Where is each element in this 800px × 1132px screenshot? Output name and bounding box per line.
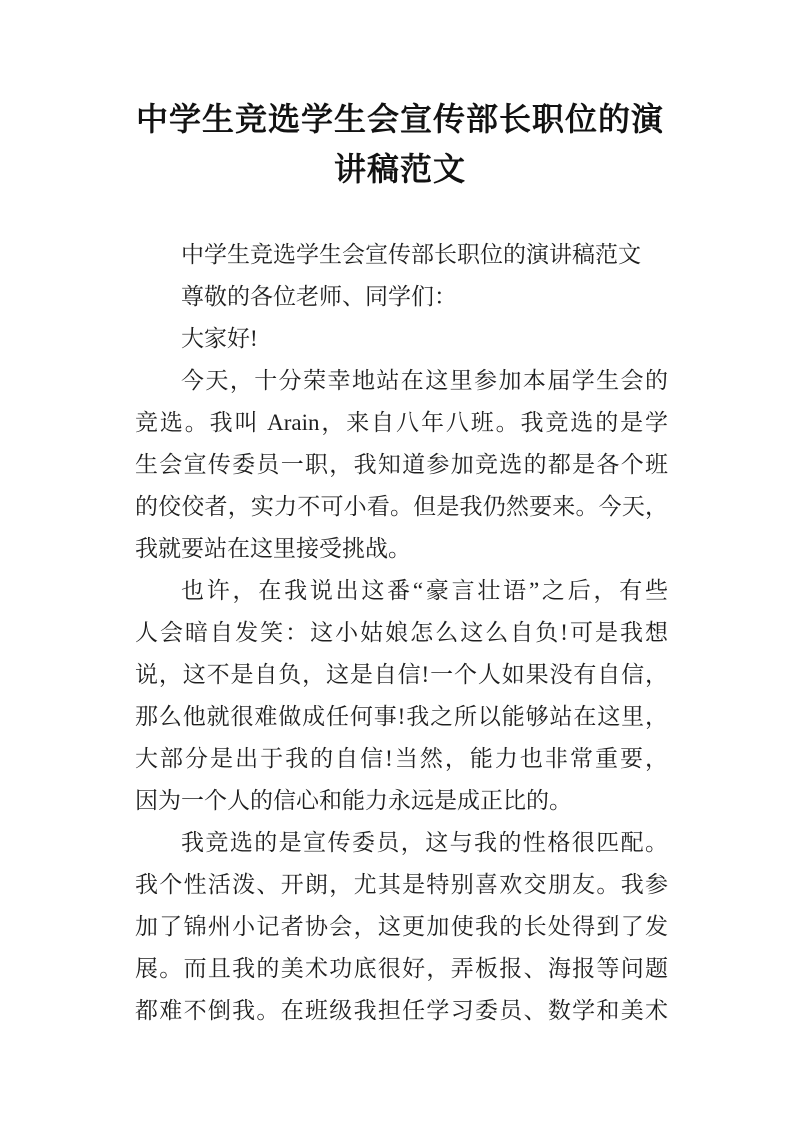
text-line: 生会宣传委员一职，我知道参加竞选的都是各个班 xyxy=(135,452,668,477)
text-line: 竞选。我叫 Arain，来自八年八班。我竞选的是学 xyxy=(135,410,668,435)
text-line: 说，这不是自负，这是自信!一个人如果没有自信， xyxy=(135,662,668,687)
text-line: 也许，在我说出这番“豪言壮语”之后，有些 xyxy=(181,578,668,603)
paragraph xyxy=(135,360,668,570)
text-line: 的佼佼者，实力不可小看。但是我仍然要来。今天， xyxy=(135,494,668,519)
text-line: 因为一个人的信心和能力永远是成正比的。 xyxy=(135,788,572,813)
document-body xyxy=(135,234,668,1032)
text-line: 都难不倒我。在班级我担任学习委员、数学和美术 xyxy=(135,998,668,1023)
text-line: 那么他就很难做成任何事!我之所以能够站在这里， xyxy=(135,704,668,729)
document-title xyxy=(70,94,730,194)
paragraph xyxy=(135,570,668,822)
text-line: 中学生竞选学生会宣传部长职位的演讲稿范文 xyxy=(181,242,641,267)
title-line-1: 中学生竞选学生会宣传部长职位的演 xyxy=(135,101,664,137)
text-line: 大家好! xyxy=(181,326,258,351)
text-line: 尊敬的各位老师、同学们： xyxy=(181,284,457,309)
text-line: 今天，十分荣幸地站在这里参加本届学生会的 xyxy=(181,368,668,393)
text-line: 展。而且我的美术功底很好，弄板报、海报等问题 xyxy=(135,956,668,981)
text-line: 我个性活泼、开朗，尤其是特别喜欢交朋友。我参 xyxy=(135,872,668,897)
text-line: 大部分是出于我的自信!当然，能力也非常重要， xyxy=(135,746,668,771)
paragraph xyxy=(135,276,668,318)
text-line: 我竞选的是宣传委员，这与我的性格很匹配。 xyxy=(181,830,668,855)
paragraph xyxy=(135,234,668,276)
text-line: 我就要站在这里接受挑战。 xyxy=(135,536,411,561)
title-line-2: 讲稿范文 xyxy=(333,151,466,187)
paragraph xyxy=(135,318,668,360)
paragraph xyxy=(135,822,668,1032)
text-line: 加了锦州小记者协会，这更加使我的长处得到了发 xyxy=(135,914,668,939)
text-line: 人会暗自发笑：这小姑娘怎么这么自负!可是我想 xyxy=(135,620,668,645)
